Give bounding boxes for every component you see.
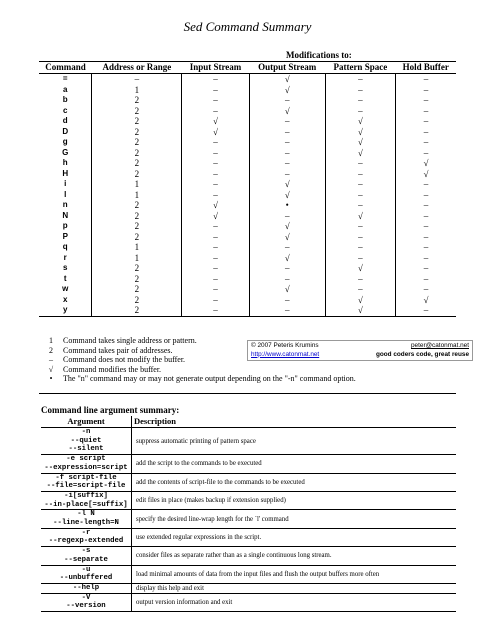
input-stream-cell: – [182, 242, 249, 253]
argument-table [41, 416, 456, 612]
command-cell: = [39, 74, 92, 85]
address-cell: 2 [92, 263, 182, 274]
argument-option: --quiet [70, 436, 102, 445]
description-cell: load minimal amounts of data from the input files and flush the output buffers more often [132, 565, 457, 583]
argument-row [41, 491, 456, 509]
command-cell: d [39, 116, 92, 127]
pattern-space-cell: – [325, 284, 395, 295]
hold-buffer-cell: – [423, 116, 429, 126]
input-stream-cell: – [182, 85, 249, 96]
command-cell: p [39, 221, 92, 232]
legend-text: The "n" command may or may not generate output depending on the "-n" command option. [63, 374, 356, 384]
legend-item [39, 365, 356, 375]
pattern-space-cell: √ [325, 263, 395, 274]
argument-option: -f script-file [55, 473, 117, 482]
description-cell: specify the desired line-wrap length for the `l' command [132, 510, 457, 528]
input-stream-cell: – [182, 137, 249, 148]
command-row [39, 221, 456, 232]
output-stream-cell: √ [249, 253, 325, 264]
command-row [39, 169, 456, 180]
output-stream-cell: √ [249, 190, 325, 201]
pattern-space-cell: – [325, 74, 395, 85]
hold-buffer-cell: – [423, 242, 429, 252]
output-stream-cell: – [249, 242, 325, 253]
argument-cell [41, 510, 132, 528]
command-row [39, 116, 456, 127]
command-row [39, 284, 456, 295]
argument-option: --expression=script [44, 463, 128, 472]
description-cell: use extended regular expressions in the script. [132, 528, 457, 546]
pattern-space-cell: √ [325, 211, 395, 222]
input-stream-cell: – [182, 284, 249, 295]
command-cell: H [39, 169, 92, 180]
argument-cell [41, 428, 132, 455]
input-stream-cell: – [182, 106, 249, 117]
col-header-argument: Argument [41, 416, 132, 428]
argument-row [41, 593, 456, 611]
argument-option: --regexp-extended [48, 537, 124, 546]
address-cell: 2 [92, 158, 182, 169]
hold-buffer-cell: – [423, 231, 429, 242]
argument-option: -u [81, 565, 91, 574]
output-stream-cell: √ [249, 85, 325, 96]
output-stream-cell: – [249, 95, 325, 106]
hold-buffer-cell: – [423, 273, 429, 284]
pattern-space-cell: – [325, 158, 395, 169]
pattern-space-cell: – [325, 242, 395, 253]
output-stream-cell: – [249, 158, 325, 169]
copyright-box [247, 340, 473, 361]
argument-cell [41, 491, 132, 509]
argument-option: --line-length=N [53, 519, 119, 528]
input-stream-cell: – [182, 232, 249, 243]
argument-option: -l N [77, 510, 95, 519]
input-stream-cell: – [182, 253, 249, 264]
address-cell: 1 [92, 85, 182, 96]
hold-buffer-cell: – [423, 126, 429, 137]
output-stream-cell: √ [249, 179, 325, 190]
command-row [39, 74, 456, 85]
argument-cell [41, 455, 132, 473]
command-cell: P [39, 232, 92, 243]
output-stream-cell: – [249, 116, 325, 127]
col-header-output: Output Stream [249, 62, 325, 74]
legend-text: Command takes pair of addresses. [63, 345, 173, 355]
argument-row [41, 510, 456, 528]
description-cell: output version information and exit [132, 593, 457, 611]
command-cell: x [39, 295, 92, 306]
argument-cell [41, 583, 132, 593]
command-cell: N [39, 211, 92, 222]
legend-symbol: 2 [49, 345, 53, 355]
output-stream-cell: √ [249, 232, 325, 243]
legend-symbol: √ [48, 364, 54, 374]
legend-symbol: • [49, 374, 53, 384]
command-row [39, 305, 456, 316]
argument-option: --separate [64, 555, 108, 564]
input-stream-cell: – [182, 95, 249, 106]
address-cell: 2 [92, 169, 182, 180]
legend-text: Command does not modify the buffer. [63, 355, 186, 365]
hold-buffer-cell: – [423, 95, 429, 105]
col-header-description: Description [132, 416, 457, 428]
argument-row [41, 528, 456, 546]
command-row [39, 242, 456, 253]
legend-item [39, 374, 356, 384]
argument-cell [41, 473, 132, 491]
command-cell: i [39, 179, 92, 190]
input-stream-cell: – [182, 295, 249, 306]
input-stream-cell: – [182, 158, 249, 169]
pattern-space-cell: – [325, 169, 395, 180]
description-cell: add the script to the commands to be executed [132, 455, 457, 473]
address-cell: 2 [92, 211, 182, 222]
pattern-space-cell: √ [325, 116, 395, 127]
pattern-space-cell: – [325, 232, 395, 243]
address-cell: 1 [92, 242, 182, 253]
command-row [39, 127, 456, 138]
copyright-text: © 2007 Peteris Krumins [251, 342, 319, 349]
command-row [39, 232, 456, 243]
command-cell: h [39, 158, 92, 169]
hold-buffer-cell: – [423, 200, 429, 210]
command-cell: a [39, 85, 92, 96]
output-stream-cell: – [249, 169, 325, 180]
argument-option: --help [72, 583, 100, 592]
argument-cell [41, 565, 132, 583]
command-row [39, 95, 456, 106]
output-stream-cell: – [249, 305, 325, 316]
pattern-space-cell: √ [325, 295, 395, 306]
argument-row [41, 428, 456, 455]
description-cell: add the contents of script-file to the commands to be executed [132, 473, 457, 491]
address-cell: 1 [92, 190, 182, 201]
pattern-space-cell: – [325, 253, 395, 264]
output-stream-cell: √ [249, 221, 325, 232]
command-rows [39, 74, 456, 317]
input-stream-cell: √ [182, 200, 249, 211]
address-cell: 2 [92, 116, 182, 127]
argument-option: -r [81, 528, 91, 537]
address-cell: 2 [92, 295, 182, 306]
argument-cell [41, 547, 132, 565]
command-cell: g [39, 137, 92, 148]
pattern-space-cell: √ [325, 305, 395, 316]
address-cell: – [92, 74, 182, 85]
address-cell: 2 [92, 305, 182, 316]
col-header-command: Command [39, 62, 92, 74]
command-row [39, 106, 456, 117]
tagline: good coders code, great reuse [375, 350, 469, 358]
input-stream-cell: – [182, 179, 249, 190]
argument-option: -e script [66, 455, 106, 464]
command-row [39, 211, 456, 222]
address-cell: 1 [92, 179, 182, 190]
argument-row [41, 583, 456, 593]
output-stream-cell: – [249, 127, 325, 138]
page-title: Sed Command Summary [183, 19, 312, 34]
command-cell: c [39, 106, 92, 117]
legend-symbol: 1 [49, 336, 53, 345]
pattern-space-cell: – [325, 85, 395, 96]
hold-buffer-cell: – [395, 305, 456, 316]
command-row [39, 148, 456, 159]
input-stream-cell: – [182, 169, 249, 180]
command-cell: D [39, 127, 92, 138]
hold-buffer-cell: – [423, 137, 429, 147]
args-section-title: Command line argument summary: [41, 405, 180, 415]
address-cell: 1 [92, 253, 182, 264]
command-cell: y [39, 305, 92, 316]
input-stream-cell: – [182, 148, 249, 159]
command-row [39, 179, 456, 190]
output-stream-cell: – [249, 295, 325, 306]
argument-option: -V [81, 593, 91, 602]
output-stream-cell: √ [249, 284, 325, 295]
hold-buffer-cell: – [423, 179, 429, 189]
input-stream-cell: – [182, 221, 249, 232]
group-header: Modifications to: [286, 50, 352, 60]
command-row [39, 295, 456, 306]
author-email[interactable]: peter@catonmat.net [411, 342, 469, 349]
address-cell: 2 [92, 95, 182, 106]
hold-buffer-cell: – [423, 284, 429, 294]
input-stream-cell: – [182, 263, 249, 274]
command-cell: t [39, 274, 92, 285]
input-stream-cell: – [182, 274, 249, 285]
output-stream-cell: – [249, 137, 325, 148]
pattern-space-cell: – [325, 190, 395, 201]
input-stream-cell: √ [182, 116, 249, 127]
argument-option: --silent [68, 445, 104, 454]
hold-buffer-cell: – [423, 263, 429, 273]
hold-buffer-cell: – [423, 74, 429, 84]
command-cell: l [39, 190, 92, 201]
address-cell: 2 [92, 127, 182, 138]
address-cell: 2 [92, 284, 182, 295]
input-stream-cell: √ [182, 127, 249, 138]
command-row [39, 274, 456, 285]
hold-buffer-cell: √ [423, 168, 429, 179]
pattern-space-cell: √ [325, 127, 395, 138]
input-stream-cell: √ [182, 211, 249, 222]
command-row [39, 137, 456, 148]
output-stream-cell: – [249, 274, 325, 285]
pattern-space-cell: – [325, 221, 395, 232]
hold-buffer-cell: √ [423, 294, 429, 305]
description-cell: suppress automatic printing of pattern space [132, 428, 457, 455]
command-cell: b [39, 95, 92, 106]
command-row [39, 158, 456, 169]
hold-buffer-cell: – [423, 221, 429, 231]
output-stream-cell: √ [249, 106, 325, 117]
hold-buffer-cell: – [423, 210, 429, 221]
input-stream-cell: – [182, 190, 249, 201]
pattern-space-cell: – [325, 179, 395, 190]
address-cell: 2 [92, 221, 182, 232]
description-cell: consider files as separate rather than as a single continuous long stream. [132, 547, 457, 565]
command-cell: r [39, 253, 92, 264]
hold-buffer-cell: √ [423, 158, 429, 168]
pattern-space-cell: – [325, 274, 395, 285]
command-cell: w [39, 284, 92, 295]
address-cell: 2 [92, 106, 182, 117]
pattern-space-cell: – [325, 95, 395, 106]
col-header-input: Input Stream [182, 62, 249, 74]
pattern-space-cell: – [325, 200, 395, 211]
description-cell: edit files in place (makes backup if extension supplied) [132, 491, 457, 509]
command-cell: q [39, 242, 92, 253]
hold-buffer-cell: – [423, 189, 429, 200]
website-link[interactable]: http://www.catonmat.net [251, 350, 320, 358]
argument-option: --unbuffered [59, 574, 113, 583]
command-row [39, 253, 456, 264]
address-cell: 2 [92, 232, 182, 243]
output-stream-cell: – [249, 148, 325, 159]
hold-buffer-cell: – [423, 84, 429, 95]
command-row [39, 263, 456, 274]
argument-option: -n [81, 428, 91, 436]
command-row [39, 200, 456, 211]
address-cell: 2 [92, 200, 182, 211]
address-cell: 2 [92, 274, 182, 285]
argument-option: -i[suffix] [64, 491, 108, 500]
command-cell: s [39, 263, 92, 274]
output-stream-cell: √ [249, 74, 325, 85]
address-cell: 2 [92, 137, 182, 148]
argument-cell [41, 593, 132, 611]
output-stream-cell: – [249, 211, 325, 222]
legend-text: Command modifies the buffer. [63, 364, 162, 374]
legend-symbol: – [49, 355, 53, 365]
col-header-pattern: Pattern Space [325, 62, 395, 74]
address-cell: 2 [92, 148, 182, 159]
output-stream-cell: • [249, 200, 325, 211]
legend-text: Command takes single address or pattern. [63, 336, 197, 345]
command-cell: n [39, 200, 92, 211]
hold-buffer-cell: – [423, 105, 429, 116]
argument-row [41, 455, 456, 473]
command-row [39, 190, 456, 201]
command-cell: G [39, 148, 92, 159]
pattern-space-cell: √ [325, 137, 395, 148]
argument-option: --version [66, 602, 106, 611]
col-header-hold: Hold Buffer [395, 62, 456, 74]
argument-row [41, 473, 456, 491]
input-stream-cell: – [182, 305, 249, 316]
output-stream-cell: – [249, 263, 325, 274]
argument-rows [41, 428, 456, 612]
divider [39, 393, 456, 394]
argument-row [41, 565, 456, 583]
argument-row [41, 547, 456, 565]
col-header-address: Address or Range [92, 62, 182, 74]
hold-buffer-cell: – [423, 147, 429, 158]
hold-buffer-cell: – [423, 252, 429, 263]
argument-cell [41, 528, 132, 546]
input-stream-cell: – [182, 74, 249, 85]
argument-option: -s [81, 547, 91, 556]
pattern-space-cell: – [325, 106, 395, 117]
description-cell: display this help and exit [132, 583, 457, 593]
argument-option: --file=script-file [46, 482, 126, 491]
argument-option: --in-place[=suffix] [44, 500, 128, 509]
pattern-space-cell: √ [325, 148, 395, 159]
command-table [39, 50, 456, 317]
command-row [39, 85, 456, 96]
